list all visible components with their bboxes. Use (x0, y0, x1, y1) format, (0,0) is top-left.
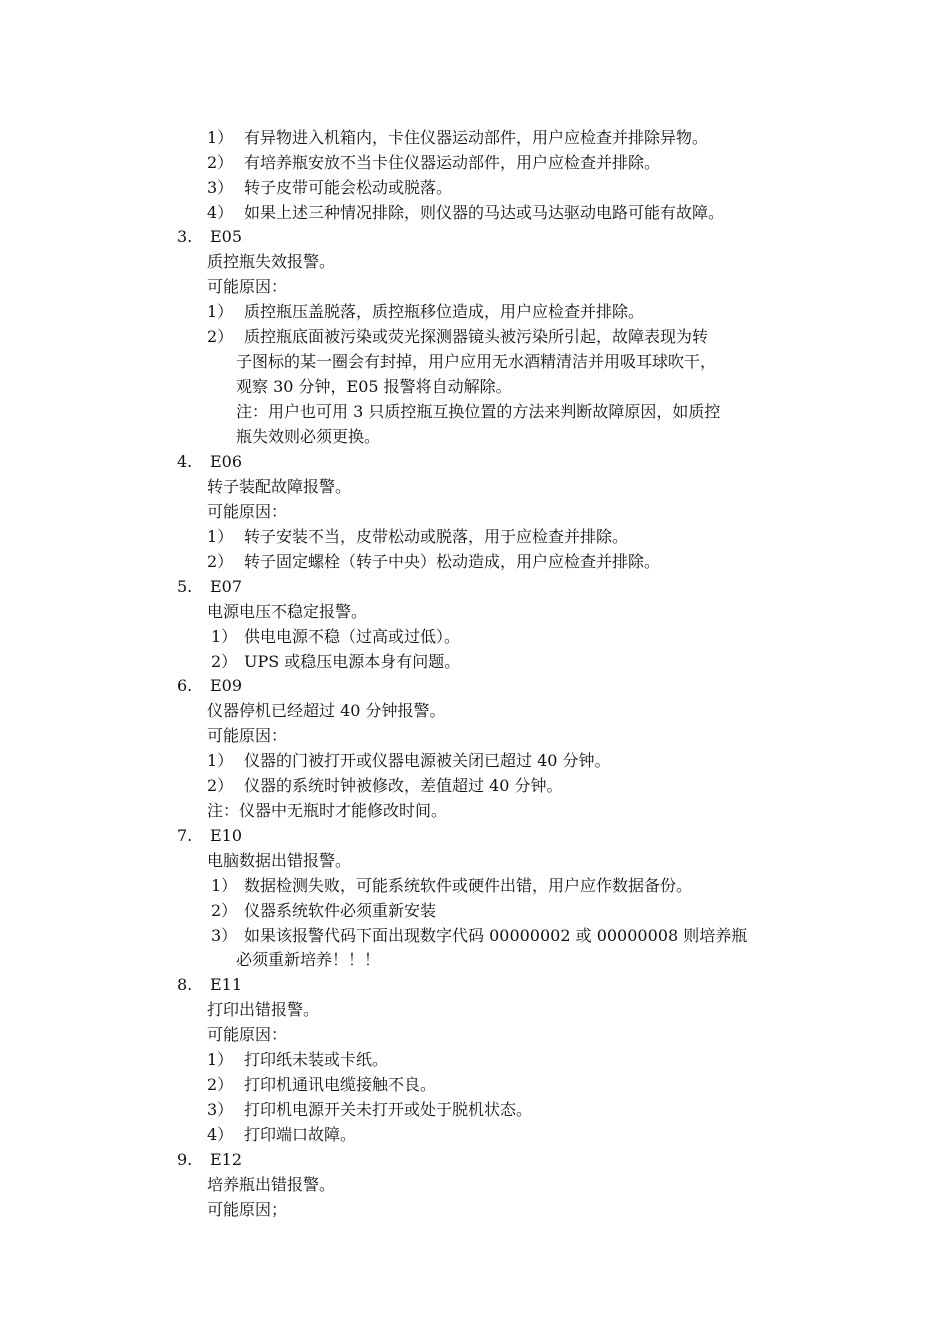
note-text: 瓶失效则必须更换。 (236, 427, 381, 446)
item-number: 4） (207, 1125, 234, 1144)
section-number: 5. (177, 577, 193, 596)
note-text: 注：仪器中无瓶时才能修改时间。 (207, 801, 448, 820)
error-code: E10 (210, 826, 243, 845)
item-number: 3） (207, 1100, 234, 1119)
alarm-description: 培养瓶出错报警。 (207, 1175, 336, 1194)
item-text: 仪器的门被打开或仪器电源被关闭已超过 40 分钟。 (244, 751, 611, 770)
alarm-description: 打印出错报警。 (207, 1000, 320, 1019)
item-number: 3） (207, 178, 234, 197)
alarm-description: 电源电压不稳定报警。 (207, 602, 368, 621)
item-text: UPS 或稳压电源本身有问题。 (244, 652, 461, 671)
item-number: 2） (207, 153, 234, 172)
alarm-description: 转子装配故障报警。 (207, 477, 352, 496)
alarm-description: 仪器停机已经超过 40 分钟报警。 (207, 701, 446, 720)
causes-label: 可能原因； (207, 1200, 288, 1219)
item-text: 转子固定螺栓（转子中央）松动造成，用户应检查并排除。 (244, 552, 661, 571)
alarm-description: 电脑数据出错报警。 (207, 851, 352, 870)
error-code: E11 (210, 975, 243, 994)
item-number: 1） (207, 751, 234, 770)
section-number: 9. (177, 1150, 193, 1169)
causes-label: 可能原因： (207, 277, 288, 296)
item-text: 仪器的系统时钟被修改，差值超过 40 分钟。 (244, 776, 563, 795)
item-text: 质控瓶压盖脱落，质控瓶移位造成，用户应检查并排除。 (244, 302, 645, 321)
error-code: E06 (210, 452, 243, 471)
item-number: 1） (207, 1050, 234, 1069)
item-text: 数据检测失败，可能系统软件或硬件出错，用户应作数据备份。 (244, 876, 693, 895)
causes-label: 可能原因： (207, 726, 288, 745)
item-text: 子图标的某一圈会有封掉，用户应用无水酒精清洁并用吸耳球吹干， (236, 352, 717, 371)
item-text: 供电电源不稳（过高或过低）。 (244, 627, 461, 646)
error-code: E09 (210, 676, 243, 695)
item-number: 2） (207, 1075, 234, 1094)
item-number: 3） (211, 926, 238, 945)
item-number: 4） (207, 203, 234, 222)
section-number: 7. (177, 826, 193, 845)
item-number: 1） (207, 128, 234, 147)
item-number: 1） (207, 302, 234, 321)
error-code: E12 (210, 1150, 243, 1169)
note-text: 注：用户也可用 3 只质控瓶互换位置的方法来判断故障原因，如质控 (236, 402, 721, 421)
item-text: 如果上述三种情况排除，则仪器的马达或马达驱动电路可能有故障。 (244, 203, 725, 222)
item-text: 质控瓶底面被污染或荧光探测器镜头被污染所引起，故障表现为转 (244, 327, 709, 346)
alarm-description: 质控瓶失效报警。 (207, 252, 336, 271)
item-number: 2） (207, 327, 234, 346)
error-code: E07 (210, 577, 243, 596)
item-number: 1） (211, 876, 238, 895)
item-number: 2） (207, 776, 234, 795)
item-number: 2） (211, 652, 238, 671)
causes-label: 可能原因： (207, 1025, 288, 1044)
item-text: 观察 30 分钟，E05 报警将自动解除。 (236, 377, 512, 396)
item-text: 如果该报警代码下面出现数字代码 00000002 或 00000008 则培养瓶 (244, 926, 748, 945)
item-text: 打印机通讯电缆接触不良。 (244, 1075, 437, 1094)
item-text: 必须重新培养！！！ (236, 950, 381, 969)
item-text: 转子皮带可能会松动或脱落。 (244, 178, 453, 197)
item-number: 2） (211, 901, 238, 920)
item-text: 仪器系统软件必须重新安装 (244, 901, 437, 920)
item-text: 打印机电源开关未打开或处于脱机状态。 (244, 1100, 533, 1119)
error-code: E05 (210, 227, 243, 246)
section-number: 3. (177, 227, 193, 246)
causes-label: 可能原因： (207, 502, 288, 521)
item-text: 有异物进入机箱内，卡住仪器运动部件，用户应检查并排除异物。 (244, 128, 709, 147)
item-text: 打印纸未装或卡纸。 (244, 1050, 389, 1069)
item-text: 有培养瓶安放不当卡住仪器运动部件，用户应检查并排除。 (244, 153, 661, 172)
item-text: 转子安装不当，皮带松动或脱落，用于应检查并排除。 (244, 527, 629, 546)
section-number: 4. (177, 452, 193, 471)
section-number: 6. (177, 676, 193, 695)
item-number: 1） (211, 627, 238, 646)
item-number: 2） (207, 552, 234, 571)
section-number: 8. (177, 975, 193, 994)
item-text: 打印端口故障。 (244, 1125, 357, 1144)
item-number: 1） (207, 527, 234, 546)
